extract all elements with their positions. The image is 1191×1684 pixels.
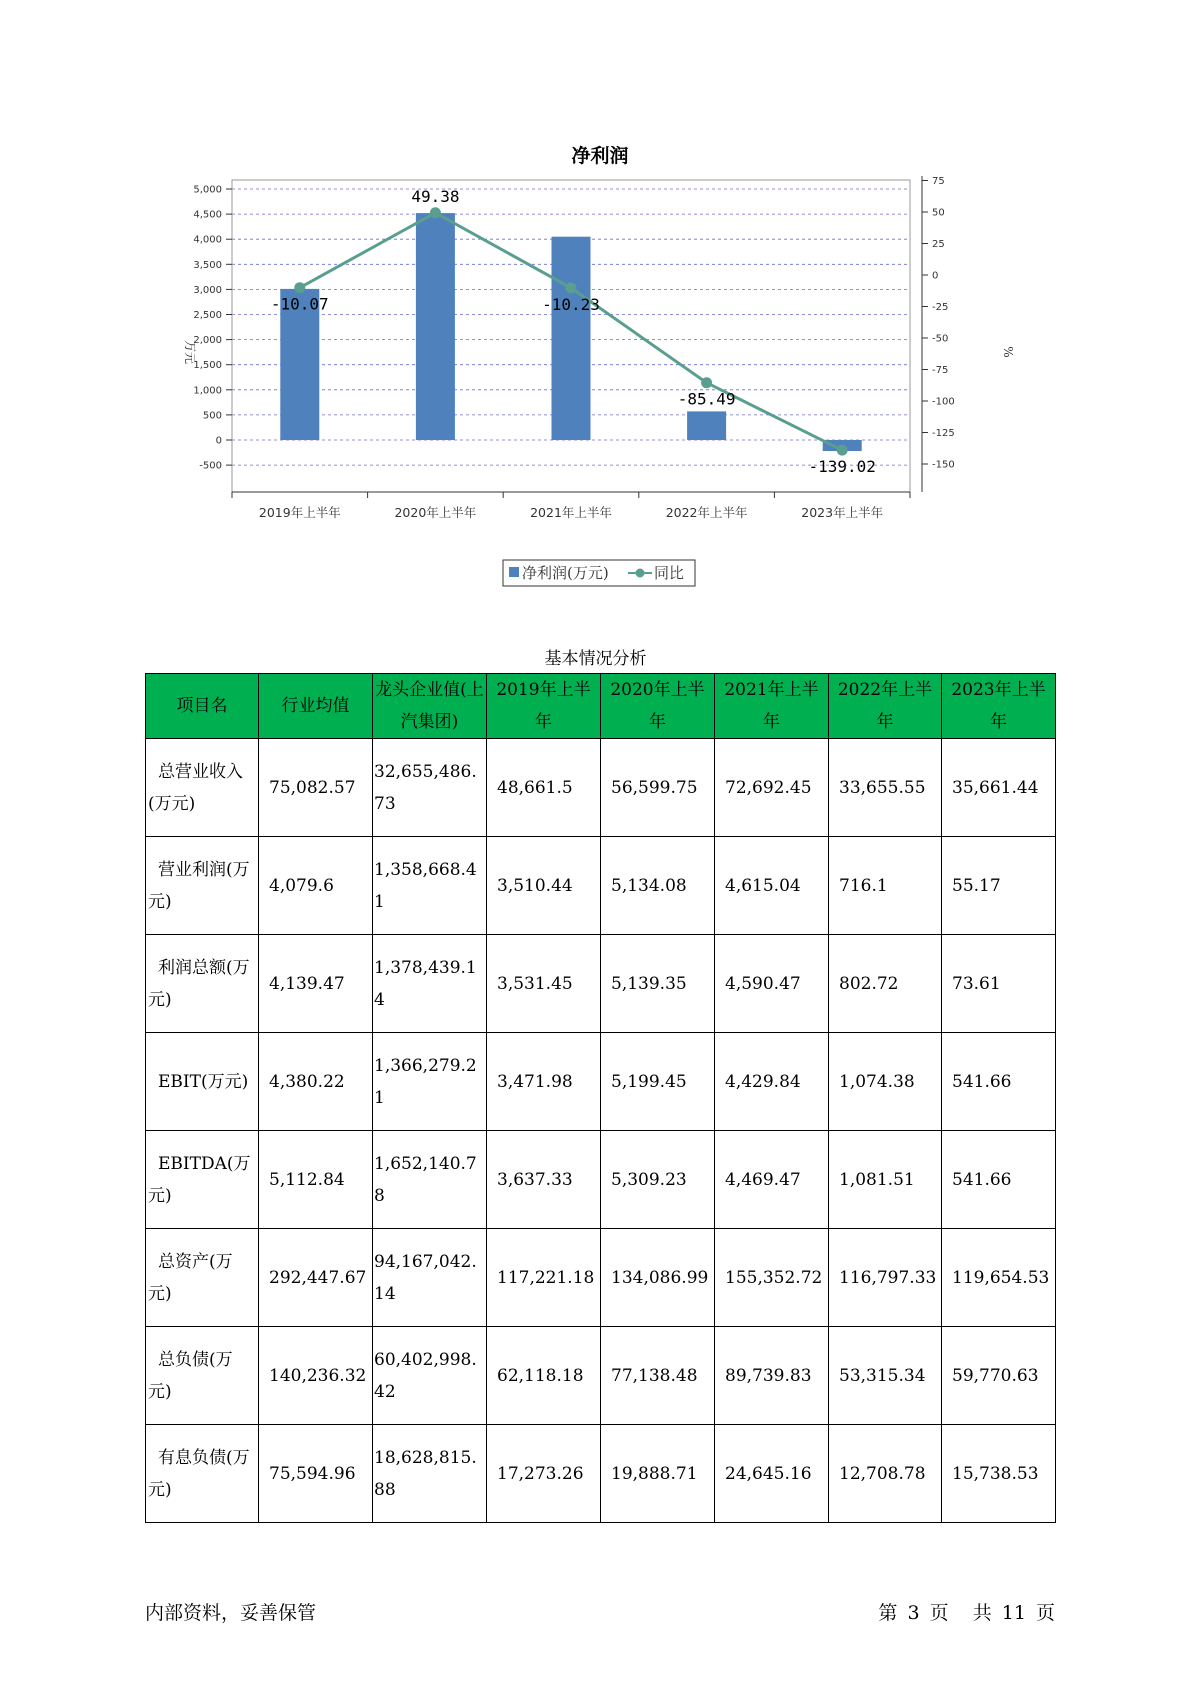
table-cell: 59,770.63 (942, 1327, 1056, 1425)
bar (416, 213, 455, 440)
table-cell: 5,199.45 (601, 1033, 715, 1131)
yoy-data-label: -10.07 (270, 294, 329, 314)
yoy-data-label: 49.38 (411, 186, 460, 206)
legend-line-label: 同比 (654, 564, 685, 582)
table-cell: 94,167,042.14 (373, 1229, 487, 1327)
table-cell: 5,309.23 (601, 1131, 715, 1229)
table-cell: 117,221.18 (487, 1229, 601, 1327)
y-tick-label: 2,500 (193, 310, 222, 321)
table-cell: 140,236.32 (259, 1327, 373, 1425)
chart-title: 净利润 (571, 145, 629, 167)
legend-bar-swatch (509, 567, 519, 577)
y2-axis-label: % (1001, 346, 1015, 358)
column-header: 2020年上半年 (601, 674, 715, 739)
total-prefix: 共 (972, 1602, 992, 1624)
table-cell: 5,112.84 (259, 1131, 373, 1229)
table-cell: 3,531.45 (487, 935, 601, 1033)
column-header: 2021年上半年 (715, 674, 829, 739)
table-cell: 3,637.33 (487, 1131, 601, 1229)
table-cell: 75,082.57 (259, 739, 373, 837)
row-label-cell: EBITDA(万元) (146, 1131, 259, 1229)
table-cell: 116,797.33 (829, 1229, 942, 1327)
table-row (146, 935, 1056, 1033)
table-cell: 802.72 (829, 935, 942, 1033)
row-label-cell: 总负债(万元) (146, 1327, 259, 1425)
bar (552, 237, 591, 440)
table-row (146, 1131, 1056, 1229)
table-header-row (146, 674, 1056, 739)
row-label-cell: 利润总额(万元) (146, 935, 259, 1033)
table-cell: 5,139.35 (601, 935, 715, 1033)
yoy-point (294, 282, 305, 293)
y-tick-label: 2,000 (193, 335, 222, 347)
footer-page-info (874, 1598, 1055, 1625)
table-cell: 53,315.34 (829, 1327, 942, 1425)
table-cell: 89,739.83 (715, 1327, 829, 1425)
row-label-cell: 总营业收入(万元) (146, 739, 259, 837)
table-cell: 1,366,279.21 (373, 1033, 487, 1131)
y2-tick-label: -125 (932, 428, 955, 439)
table-caption: 基本情况分析 (544, 649, 647, 669)
y2-tick-label: 50 (932, 207, 945, 219)
x-tick-label: 2022年上半年 (665, 505, 748, 520)
y-tick-label: 1,000 (193, 385, 222, 397)
y2-tick-label: -150 (932, 459, 955, 471)
x-tick-label: 2021年上半年 (530, 505, 612, 520)
y2-tick-label: 25 (932, 239, 945, 250)
column-header: 2019年上半年 (487, 674, 601, 739)
row-label-cell: 总资产(万元) (146, 1229, 259, 1327)
table-cell: 60,402,998.42 (373, 1327, 487, 1425)
y2-tick-label: -25 (932, 302, 949, 313)
x-tick-label: 2019年上半年 (258, 505, 341, 520)
footer-confidential-note: 内部资料，妥善保管 (145, 1602, 317, 1624)
table-row (146, 837, 1056, 935)
net-profit-chart (0, 0, 1191, 600)
table-cell: 15,738.53 (942, 1425, 1056, 1523)
y-tick-label: 500 (202, 410, 222, 422)
y2-tick-label: 75 (932, 176, 945, 187)
table-cell: 73.61 (942, 935, 1056, 1033)
table-cell: 292,447.67 (259, 1229, 373, 1327)
table-cell: 48,661.5 (487, 739, 601, 837)
yoy-data-label: -85.49 (677, 389, 736, 409)
chart-legend (503, 560, 695, 586)
y-tick-label: 3,500 (193, 259, 222, 271)
table-cell: 716.1 (829, 837, 942, 935)
table-cell: 3,471.98 (487, 1033, 601, 1131)
table-cell: 33,655.55 (829, 739, 942, 837)
y2-tick-label: 0 (932, 270, 939, 282)
page-number: 3 (907, 1602, 920, 1624)
table-cell: 18,628,815.88 (373, 1425, 487, 1523)
y-tick-label: 4,000 (193, 234, 222, 246)
table-cell: 12,708.78 (829, 1425, 942, 1523)
table-cell: 19,888.71 (601, 1425, 715, 1523)
table-cell: 24,645.16 (715, 1425, 829, 1523)
table-cell: 4,139.47 (259, 935, 373, 1033)
y-tick-label: 5,000 (193, 184, 222, 196)
column-header: 2022年上半年 (829, 674, 942, 739)
row-label-cell: 有息负债(万元) (146, 1425, 259, 1523)
table-cell: 56,599.75 (601, 739, 715, 837)
table-cell: 55.17 (942, 837, 1056, 935)
basic-analysis-table (145, 673, 1056, 1523)
table-cell: 4,590.47 (715, 935, 829, 1033)
legend-line-marker (636, 569, 645, 578)
table-cell: 134,086.99 (601, 1229, 715, 1327)
table-cell: 119,654.53 (942, 1229, 1056, 1327)
table-cell: 62,118.18 (487, 1327, 601, 1425)
table-cell: 17,273.26 (487, 1425, 601, 1523)
table-cell: 72,692.45 (715, 739, 829, 837)
y2-tick-label: -100 (932, 396, 955, 408)
table-cell: 1,652,140.78 (373, 1131, 487, 1229)
table-row (146, 1033, 1056, 1131)
table-cell: 4,079.6 (259, 837, 373, 935)
y-tick-label: -500 (199, 460, 222, 472)
yoy-data-label: -139.02 (808, 457, 876, 477)
y2-tick-label: -50 (932, 333, 949, 345)
yoy-point (566, 282, 577, 293)
yoy-data-label: -10.23 (542, 294, 600, 314)
y2-tick-label: -75 (932, 365, 949, 376)
table-cell: 75,594.96 (259, 1425, 373, 1523)
table-cell: 4,380.22 (259, 1033, 373, 1131)
page-prefix: 第 (878, 1602, 898, 1624)
column-header: 2023年上半年 (942, 674, 1056, 739)
total-pages: 11 (1001, 1602, 1026, 1624)
x-tick-label: 2020年上半年 (394, 505, 477, 520)
table-row (146, 1327, 1056, 1425)
yoy-point (701, 377, 712, 388)
table-row (146, 1425, 1056, 1523)
row-label-cell: 营业利润(万元) (146, 837, 259, 935)
table-cell: 1,081.51 (829, 1131, 942, 1229)
table-cell: 4,615.04 (715, 837, 829, 935)
y-axis-label: 万元 (183, 339, 197, 365)
table-cell: 77,138.48 (601, 1327, 715, 1425)
total-unit: 页 (1035, 1602, 1055, 1624)
table-cell: 541.66 (942, 1131, 1056, 1229)
y-tick-label: 0 (215, 435, 222, 447)
row-label-cell: EBIT(万元) (146, 1033, 259, 1131)
legend-bar-label: 净利润(万元) (522, 564, 609, 582)
yoy-point (837, 445, 848, 456)
y-tick-label: 4,500 (193, 209, 222, 221)
table-cell: 1,358,668.41 (373, 837, 487, 935)
table-cell: 5,134.08 (601, 837, 715, 935)
bar (687, 411, 726, 440)
table-cell: 4,429.84 (715, 1033, 829, 1131)
table-cell: 155,352.72 (715, 1229, 829, 1327)
table-row (146, 739, 1056, 837)
table-cell: 35,661.44 (942, 739, 1056, 837)
column-header: 龙头企业值(上汽集团) (373, 674, 487, 739)
y-tick-label: 3,000 (193, 284, 222, 296)
page-unit: 页 (929, 1602, 949, 1624)
table-cell: 32,655,486.73 (373, 739, 487, 837)
x-tick-label: 2023年上半年 (801, 505, 884, 520)
column-header: 项目名 (146, 674, 259, 739)
table-cell: 541.66 (942, 1033, 1056, 1131)
table-cell: 4,469.47 (715, 1131, 829, 1229)
yoy-point (430, 207, 441, 218)
table-cell: 3,510.44 (487, 837, 601, 935)
y-tick-label: 1,500 (193, 360, 222, 372)
column-header: 行业均值 (259, 674, 373, 739)
table-cell: 1,378,439.14 (373, 935, 487, 1033)
table-row (146, 1229, 1056, 1327)
table-cell: 1,074.38 (829, 1033, 942, 1131)
